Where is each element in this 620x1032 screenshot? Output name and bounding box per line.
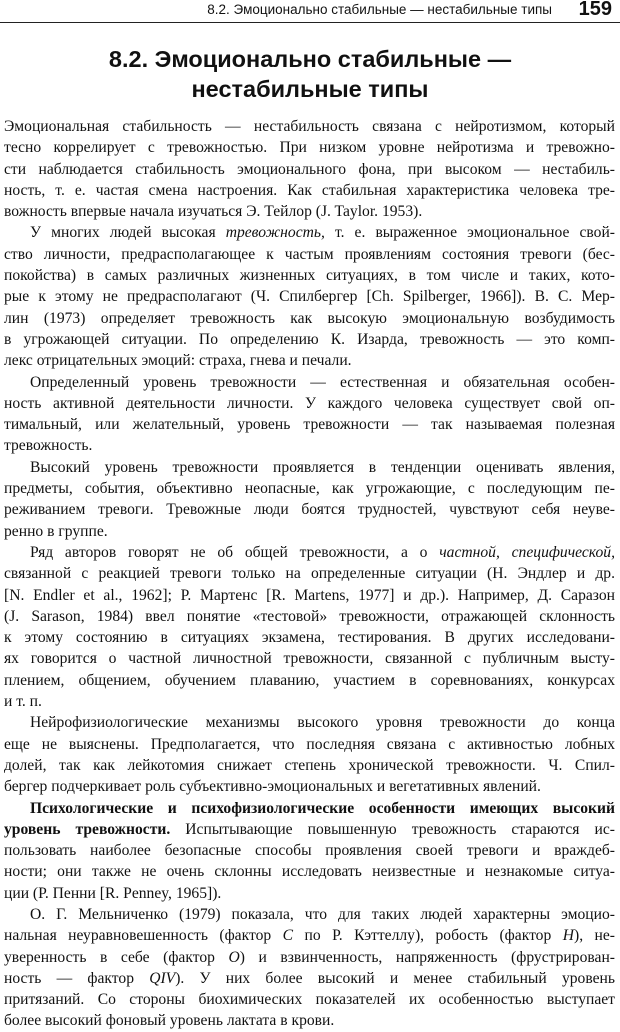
emphasis-term: частной, специфической, [439,543,615,561]
running-head-title: 8.2. Эмоционально стабильные — нестабильные типы [207,2,552,17]
text-span: Ряд авторов говорят не об общей тревожности, а о [30,543,440,561]
text-line: реживанием тревоги. Тревожные люди боятся трудностей, чувствуют себя неуве- [4,501,615,519]
bold-subheading-line: Психологические и психофизиологические особенности имеющих высокий [30,799,615,817]
paragraph-6 [4,712,615,797]
text-line: в угрожающей ситуации. По определению К. Изарда, тревожность — это комп- [4,330,615,348]
text-line: к этому состоянию в ситуациях экзамена, тестирования. В других исследовани- [4,629,615,647]
text-line [4,925,615,946]
text-line: лекс отрицательных эмоций: страха, гнева и печали. [4,352,352,370]
text-line [4,542,615,563]
text-line: и т. п. [4,693,42,711]
text-line: ции (Р. Пенни [R. Penney, 1965]). [4,884,222,902]
paragraph-5 [4,542,615,712]
text-line: покойства) в самых различных жизненных ситуациях, в том числе и таких, кото- [4,267,615,285]
factor-symbol: O [228,948,240,966]
text-span: по Р. Кэттеллу), робость (фактор [293,927,563,945]
text-line: плением, общением, обучением плаванию, участием в соревнованиях, конкурсах [4,671,615,689]
emphasis-term: тревожность, [225,224,325,242]
text-line: вожность впервые начала изучаться Э. Тейлор (J. Taylor. 1953). [4,203,423,221]
text-line [4,947,615,968]
text-line: ренно в группе. [4,522,108,540]
text-line: еще не выяснены. Предполагается, что последняя связана с активностью лобных [4,735,615,753]
text-line: Эмоциональная стабильность — нестабильность связана с нейротизмом, который [4,118,615,135]
section-heading-line-1: 8.2. Эмоционально стабильные — [108,46,512,72]
text-line: долей, так как лейкотомия снижает степень хронической тревожности. Ч. Спил- [4,756,615,774]
section-heading-line-2: нестабильные типы [191,76,429,102]
text-line: (J. Sarason, 1984) ввел понятие «тестовой» тревожности, отражающей склонность [4,607,615,625]
text-line [4,222,615,243]
text-span: ). У них более высокий и менее стабильный уровень [175,969,615,987]
text-span: уверенность в себе (фактор [4,948,229,966]
text-line: бергер подчеркивает роль субъективно-эмоциональных и вегетативных явлений. [4,778,541,796]
text-line: более высокий фоновый уровень лактата в крови. [4,1012,335,1030]
text-line: рые к этому не предрасполагают (Ч. Спилбергер [Ch. Spilberger, 1966]). В. С. Мер- [4,288,615,306]
text-line: Нейрофизиологические механизмы высокого уровня тревожности до конца [30,714,615,732]
factor-symbol: QIV [149,969,176,987]
text-line: сти наблюдается стабильность эмоционального фона, при высоком — нестабиль- [4,160,615,178]
factor-symbol: C [282,927,294,945]
text-line: тревожность. [4,437,93,455]
text-line: О. Г. Мельниченко (1979) показала, что для таких людей характерны эмоцио- [30,905,615,923]
text-line: ях говорится о частной личностной тревожности, связанной с публичным высту- [4,650,615,668]
paragraph-2 [4,222,615,371]
section-heading [0,44,620,104]
text-span: ), не- [574,927,615,945]
text-line: тимальный, или желательный, уровень тревожности — так называемая полезная [4,416,615,434]
text-line: притязаний. Со стороны биохимических показателей их особенностью выступает [4,991,615,1009]
text-span: У многих людей высокая [30,224,226,242]
paragraph-3 [4,372,615,457]
text-line: [N. Endler et al., 1962]; Р. Мартенс [R. Martens, 1977] и др.). Например, Д. Саразон [4,586,615,604]
bold-subheading-end: уровень тревожности. [4,820,171,838]
text-line: связанной с реакцией тревоги только на определенные ситуации (Н. Эндлер и др. [4,565,615,583]
paragraph-4 [4,457,615,542]
text-line: Определенный уровень тревожности — естественная и обязательная особен- [30,373,615,391]
text-span: ) и взвинченность, напряженность (фрустрирован- [239,948,615,966]
text-line: ность, т. е. частая смена настроения. Как стабильная характеристика человека тре- [4,181,615,199]
paragraph-8 [4,904,615,1032]
text-line: ности; они также не очень склонны исследовать неизвестные и незнакомые ситуа- [4,863,615,881]
text-line: тесно коррелирует с тревожностью. При низком уровне нейротизма и тревожно- [4,139,615,157]
running-head [0,0,620,23]
page-number: 159 [578,0,612,20]
text-line: ность активной деятельности личности. У каждого человека существует свой оп- [4,394,615,412]
text-line: Высокий уровень тревожности проявляется в тенденции оценивать явления, [30,458,615,476]
text-span: т. е. выраженное эмоциональное свой- [324,224,615,242]
text-span: ность — фактор [4,969,150,987]
text-line: пользовать наиболее безопасные способы проявления своей тревоги и враждеб- [4,842,615,860]
text-line: ство личности, предрасполагающее к частым проявлениям состояния тревоги (бес- [4,245,615,263]
text-line [4,819,615,840]
text-line: лин (1973) определяет тревожность как высокую эмоциональную возбудимость [4,309,615,327]
paragraph-1 [4,116,615,222]
text-span: Испытывающие повышенную тревожность стараются ис- [170,820,615,838]
text-line: предметы, события, объективно неопасные, как угрожающие, с последующим пе- [4,480,615,498]
text-line [4,968,615,989]
body-text [4,116,615,1032]
paragraph-7 [4,798,615,904]
text-span: нальная неуравновешенность (фактор [4,927,283,945]
factor-symbol: H [562,927,574,945]
